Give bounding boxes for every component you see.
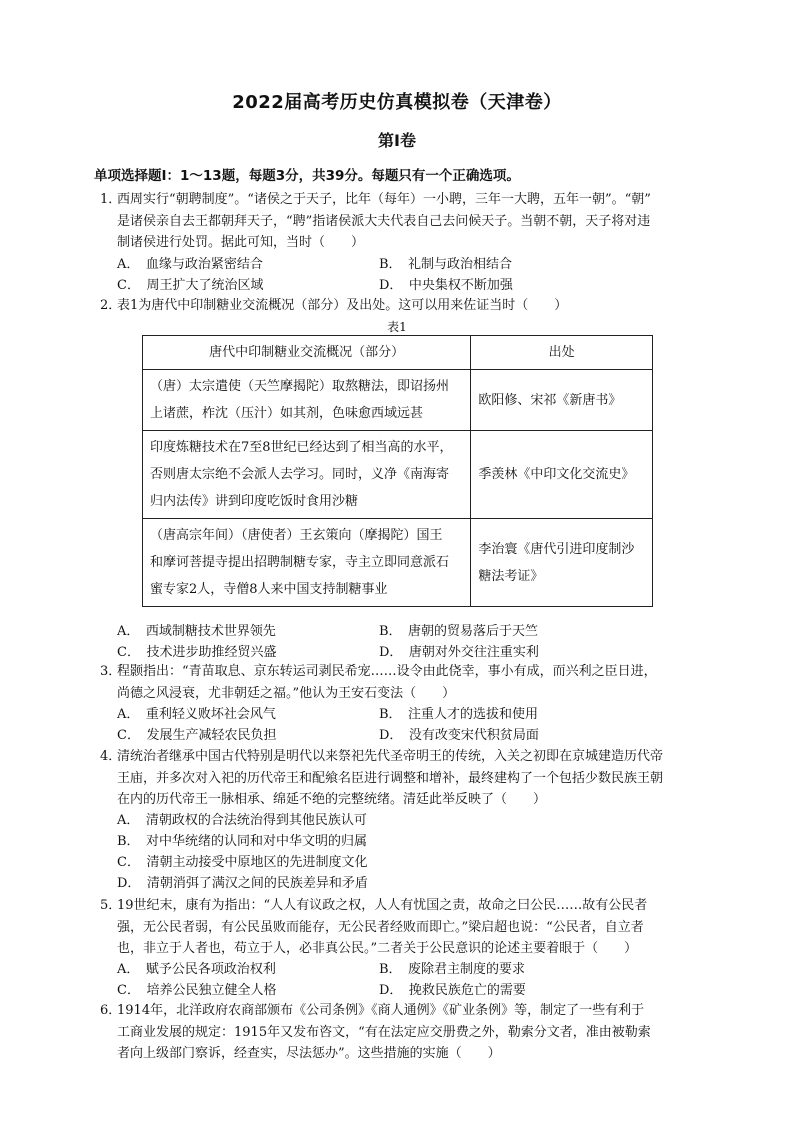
option-c[interactable]: C． 技术进步助推经贸兴盛 <box>117 645 277 660</box>
question-line: 是诸侯亲自去王都朝拜天子，“聘”指诸侯派大夫代表自己去问候天子。当朝不朝，天子将对违 <box>117 213 651 229</box>
table-cell-source <box>471 431 653 519</box>
question-line: 表1为唐代中印制糖业交流概况（部分）及出处。这可以用来佐证当时（ ） <box>117 298 568 313</box>
cell-line: 李治寰《唐代引进印度制沙 <box>478 541 635 557</box>
option-c[interactable]: C． 周王扩大了统治区域 <box>117 278 264 293</box>
question-line: 清统治者继承中国古代特别是明代以来祭祀先代圣帝明王的传统，入关之初即在京城建造历代帝 <box>117 749 664 764</box>
option-b[interactable]: B． 注重人才的选拔和使用 <box>379 707 539 722</box>
question-line: 19世纪末，康有为指出：“人人有议政之权，人人有忧国之责，故命之曰公民……故有公民者 <box>117 898 648 913</box>
option-b[interactable]: B． 废除君主制度的要求 <box>379 962 526 977</box>
table-row <box>143 431 653 519</box>
option-d[interactable]: D． 没有改变宋代积贫局面 <box>379 728 539 743</box>
option-c[interactable]: C． 清朝主动接受中原地区的先进制度文化 <box>117 855 368 870</box>
table-cell-source <box>471 370 653 431</box>
question-2 <box>100 295 677 317</box>
cell-line: 和摩诃菩提寺提出招聘制糖专家，寺主立即同意派石 <box>150 555 450 570</box>
question-line: 程颢指出：“青苗取息、京东转运司剥民希宠……设令由此侥幸，事小有成，而兴利之臣日进， <box>117 664 657 679</box>
table-caption: 表1 <box>387 320 407 334</box>
question-line: 强，无公民者弱，有公民虽败而能存，无公民者经败而即亡。”梁启超也说：“公民者，自立者 <box>117 919 644 935</box>
cell-line: （唐）太宗遣使（天竺摩揭陀）取熬糖法，即诏扬州 <box>150 379 450 394</box>
option-b[interactable]: B． 对中华统绪的认同和对中华文明的归属 <box>117 834 368 849</box>
table-row <box>143 370 653 431</box>
sugar-exchange-table <box>142 335 653 607</box>
question-line: 王庙，并多次对入祀的历代帝王和配飨名臣进行调整和增补，最终建构了一个包括少数民族王朝 <box>117 770 664 786</box>
question-line: 也，非立于人者也，苟立于人，必非真公民。”二者关于公民意识的论述主要着眼于（ ） <box>117 941 638 956</box>
volume-heading: 第Ⅰ卷 <box>378 131 416 150</box>
question-number: 6． <box>100 1003 122 1018</box>
question-line: 工商业发展的规定：1915年又发布咨文，“有在法定应交册费之外，勒索分文者，准由被勒索 <box>117 1024 651 1040</box>
question-line: 在内的历代帝王一脉相承、绵延不绝的完整统绪。清廷此举反映了（ ） <box>117 792 547 807</box>
option-a[interactable]: A． 重利轻义败坏社会风气 <box>117 707 276 722</box>
cell-line: （唐高宗年间）（唐使者）王玄策向（摩揭陀）国王 <box>150 528 443 543</box>
options-1 <box>117 254 677 296</box>
option-c[interactable]: C． 培养公民独立健全人格 <box>117 983 277 998</box>
cell-line: 归内法传》讲到印度吃饭时食用沙糖 <box>150 494 359 509</box>
section-instructions: 单项选择题Ⅰ：1～13题，每题3分，共39分。每题只有一个正确选项。 <box>94 168 520 184</box>
option-a[interactable]: A． 西域制糖技术世界领先 <box>117 624 276 639</box>
option-d[interactable]: D． 唐朝对外交往注重实利 <box>379 645 539 660</box>
option-c[interactable]: C． 发展生产减轻农民负担 <box>117 728 277 743</box>
cell-line: 上诸蔗，柞沈（压汁）如其剂，色味愈西域远甚 <box>150 406 424 421</box>
question-line: 者向上级部门察诉，经查实，尽法惩办”。这些措施的实施（ ） <box>117 1046 501 1061</box>
option-a[interactable]: A． 血缘与政治紧密结合 <box>117 257 263 272</box>
option-b[interactable]: B． 礼制与政治相结合 <box>379 257 513 272</box>
table-cell-desc <box>143 431 471 519</box>
cell-line: 蜜专家2人，寺僧8人来中国支持制糖事业 <box>150 582 388 597</box>
question-number: 4． <box>100 749 122 764</box>
table-cell-desc <box>143 370 471 431</box>
question-line: 制诸侯进行处罚。据此可知，当时（ ） <box>117 235 365 250</box>
question-1 <box>100 189 677 254</box>
question-line: 1914年，北洋政府农商部颁布《公司条例》《商人通例》《矿业条例》等，制定了一些有利于 <box>117 1003 645 1018</box>
option-b[interactable]: B． 唐朝的贸易落后于天竺 <box>379 624 539 639</box>
question-number: 5． <box>100 898 122 913</box>
option-a[interactable]: A． 赋予公民各项政治权利 <box>117 962 276 977</box>
question-line: 西周实行“朝聘制度”。“诸侯之于天子，比年（每年）一小聘，三年一大聘，五年一朝”。“朝” <box>117 192 651 207</box>
option-a[interactable]: A． 清朝政权的合法统治得到其他民族认可 <box>117 813 367 828</box>
cell-line: 糖法考证》 <box>478 568 544 584</box>
exam-title: 2022届高考历史仿真模拟卷（天津卷） <box>232 92 562 113</box>
question-line: 尚德之风浸衰，尤非朝廷之福。”他认为王安石变法（ ） <box>117 685 456 701</box>
cell-line: 印度炼糖技术在7至8世纪已经达到了相当高的水平， <box>150 440 453 455</box>
table-header: 唐代中印制糖业交流概况（部分） <box>143 336 471 370</box>
question-number: 1． <box>100 192 122 207</box>
cell-line: 欧阳修、宋祁《新唐书》 <box>478 392 622 408</box>
question-number: 3． <box>100 664 122 679</box>
cell-line: 季羡林《中印文化交流史》 <box>478 467 635 482</box>
question-number: 2． <box>100 298 122 313</box>
table-cell-source <box>471 519 653 607</box>
option-d[interactable]: D． 中央集权不断加强 <box>379 278 513 293</box>
question-6 <box>100 1000 677 1065</box>
table-header: 出处 <box>471 336 653 370</box>
option-d[interactable]: D． 挽救民族危亡的需要 <box>379 983 526 998</box>
options-4 <box>117 810 677 894</box>
options-2 <box>117 621 677 663</box>
options-3 <box>117 704 677 746</box>
question-5 <box>100 895 677 960</box>
question-3 <box>100 661 677 704</box>
table-row <box>143 519 653 607</box>
question-4 <box>100 746 677 811</box>
table-header-row <box>143 336 653 370</box>
options-5 <box>117 959 677 1001</box>
cell-line: 否则唐太宗绝不会派人去学习。同时，义净《南海寄 <box>150 467 450 482</box>
option-d[interactable]: D． 清朝消弭了满汉之间的民族差异和矛盾 <box>117 876 368 891</box>
table-cell-desc <box>143 519 471 607</box>
